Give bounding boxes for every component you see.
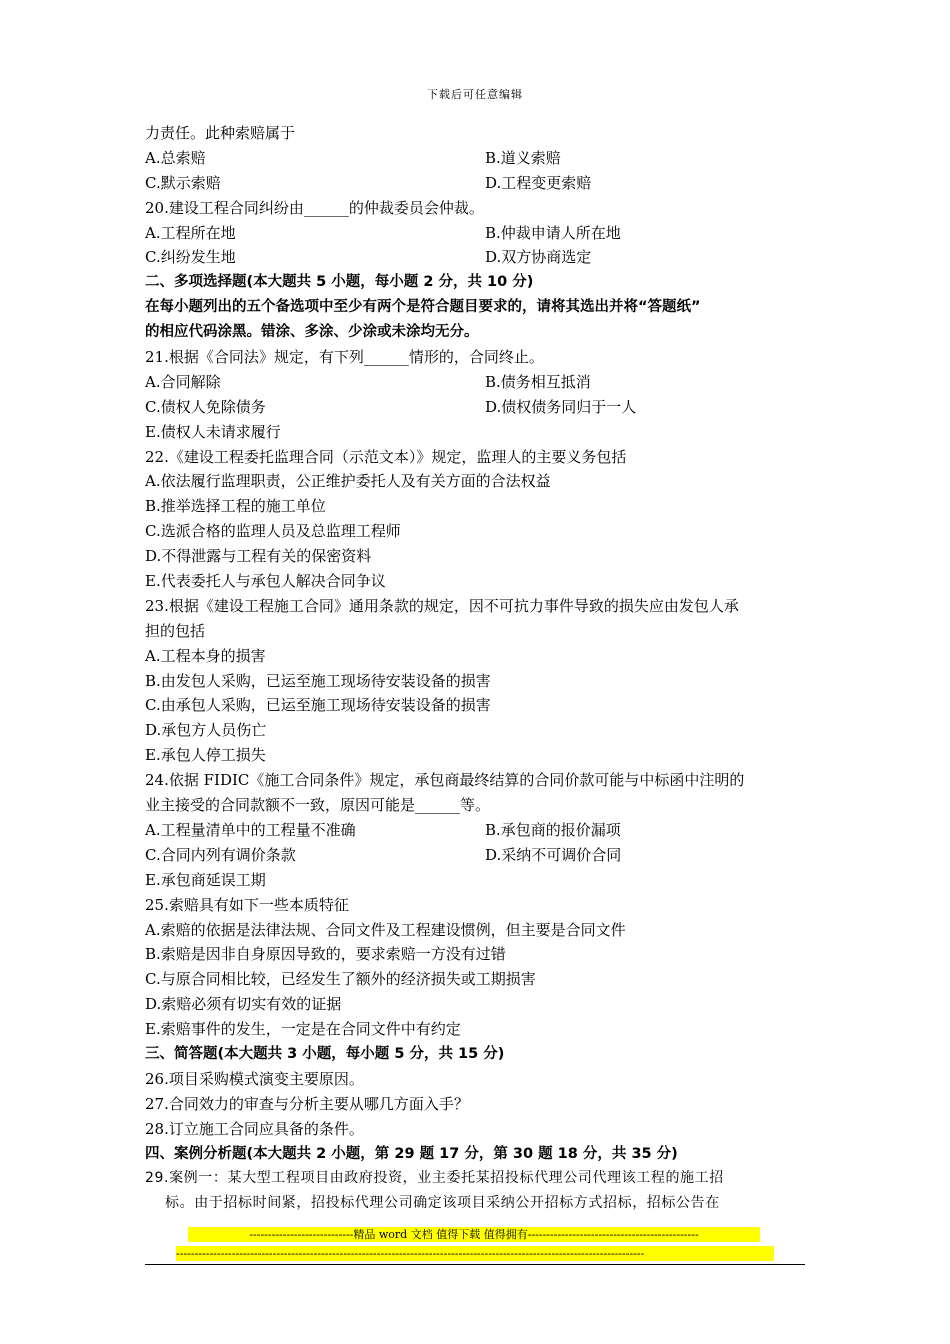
question-28: 28.订立施工合同应具备的条件。 [145, 1119, 364, 1138]
footer-banner: ----------------------------精品 word 文档 值得下载 值得拥有---------------------------------------------- [188, 1227, 760, 1242]
option: B.承包商的报价漏项 [485, 820, 621, 839]
section-instruction: 在每小题列出的五个备选项中至少有两个是符合题目要求的，请将其选出并将“答题纸” [145, 299, 701, 316]
document-body [145, 121, 810, 1216]
section-instruction: 的相应代码涂黑。错涂、多涂、少涂或未涂均无分。 [145, 324, 479, 341]
option: C.与原合同相比较，已经发生了额外的经济损失或工期损害 [145, 970, 536, 989]
option: E.债权人未请求履行 [145, 422, 281, 441]
option: D.采纳不可调价合同 [485, 845, 622, 864]
option: E.代表委托人与承包人解决合同争议 [145, 572, 386, 591]
option: D.工程变更索赔 [485, 173, 592, 192]
section-heading-3: 三、简答题(本大题共 3 小题，每小题 5 分，共 15 分) [145, 1045, 505, 1062]
option: E.承包商延误工期 [145, 870, 266, 889]
question-26: 26.项目采购模式演变主要原因。 [145, 1069, 364, 1088]
option: B.推举选择工程的施工单位 [145, 497, 326, 516]
section-heading-4: 四、案例分析题(本大题共 2 小题，第 29 题 17 分，第 30 题 18 分，共 35 分) [145, 1145, 678, 1162]
option: C.默示索赔 [145, 173, 221, 192]
option: A.索赔的依据是法律法规、合同文件及工程建设惯例，但主要是合同文件 [145, 920, 626, 939]
option-row [145, 221, 810, 246]
option: C.债权人免除债务 [145, 397, 266, 416]
footer-dashes: ------------------------------------------------------------------------------------------------------------------------------ [176, 1246, 774, 1261]
option: B.道义索赔 [485, 148, 561, 167]
question-23: 23.根据《建设工程施工合同》通用条款的规定，因不可抗力事件导致的损失应由发包人承 [145, 596, 739, 615]
text-line: 力责任。此种索赔属于 [145, 124, 296, 142]
option-row [145, 245, 810, 270]
footer-divider [145, 1264, 805, 1265]
option: B.仲裁申请人所在地 [485, 223, 621, 242]
option-row [145, 818, 810, 843]
option: B.索赔是因非自身原因导致的，要求索赔一方没有过错 [145, 945, 506, 964]
page-header: 下载后可任意编辑 [427, 88, 523, 101]
option: C.选派合格的监理人员及总监理工程师 [145, 522, 401, 541]
option-row [145, 843, 810, 868]
option: D.债权债务同归于一人 [485, 397, 637, 416]
option: A.合同解除 [145, 372, 221, 391]
option: D.索赔必须有切实有效的证据 [145, 995, 342, 1014]
question-24-cont: 业主接受的合同款额不一致，原因可能是______等。 [145, 796, 491, 815]
option: A.工程量清单中的工程量不准确 [145, 820, 356, 839]
option: A.总索赔 [145, 148, 206, 167]
option-row [145, 171, 810, 196]
question-22: 22.《建设工程委托监理合同（示范文本）》规定，监理人的主要义务包括 [145, 447, 627, 466]
option: D.承包方人员伤亡 [145, 721, 267, 740]
question-29-cont: 标。由于招标时间紧，招投标代理公司确定该项目采纳公开招标方式招标，招标公告在 [165, 1195, 720, 1212]
option-row [145, 370, 810, 395]
question-20: 20.建设工程合同纠纷由______的仲裁委员会仲裁。 [145, 198, 484, 217]
question-24: 24.依据 FIDIC《施工合同条件》规定，承包商最终结算的合同价款可能与中标函中注明的 [145, 771, 745, 790]
option: E.索赔事件的发生，一定是在合同文件中有约定 [145, 1020, 461, 1039]
question-23-cont: 担的包括 [145, 621, 206, 640]
option: A.依法履行监理职责，公正维护委托人及有关方面的合法权益 [145, 472, 551, 491]
option: C.由承包人采购，已运至施工现场待安装设备的损害 [145, 696, 491, 715]
option-row [145, 395, 810, 420]
section-heading-2: 二、多项选择题(本大题共 5 小题，每小题 2 分，共 10 分) [145, 274, 534, 291]
option: D.不得泄露与工程有关的保密资料 [145, 547, 372, 566]
option: A.工程所在地 [145, 223, 236, 242]
option: A.工程本身的损害 [145, 646, 266, 665]
option: B.由发包人采购，已运至施工现场待安装设备的损害 [145, 671, 491, 690]
question-27: 27.合同效力的审查与分析主要从哪几方面入手？ [145, 1094, 469, 1113]
option: E.承包人停工损失 [145, 746, 266, 765]
question-25: 25.索赔具有如下一些本质特征 [145, 895, 349, 914]
option-row [145, 146, 810, 171]
option: D.双方协商选定 [485, 248, 592, 267]
question-29: 29.案例一：某大型工程项目由政府投资，业主委托某招投标代理公司代理该工程的施工招 [145, 1170, 724, 1187]
question-21: 21.根据《合同法》规定，有下列______情形的，合同终止。 [145, 348, 544, 367]
option: C.纠纷发生地 [145, 248, 236, 267]
option: C.合同内列有调价条款 [145, 845, 296, 864]
option: B.债务相互抵消 [485, 372, 591, 391]
